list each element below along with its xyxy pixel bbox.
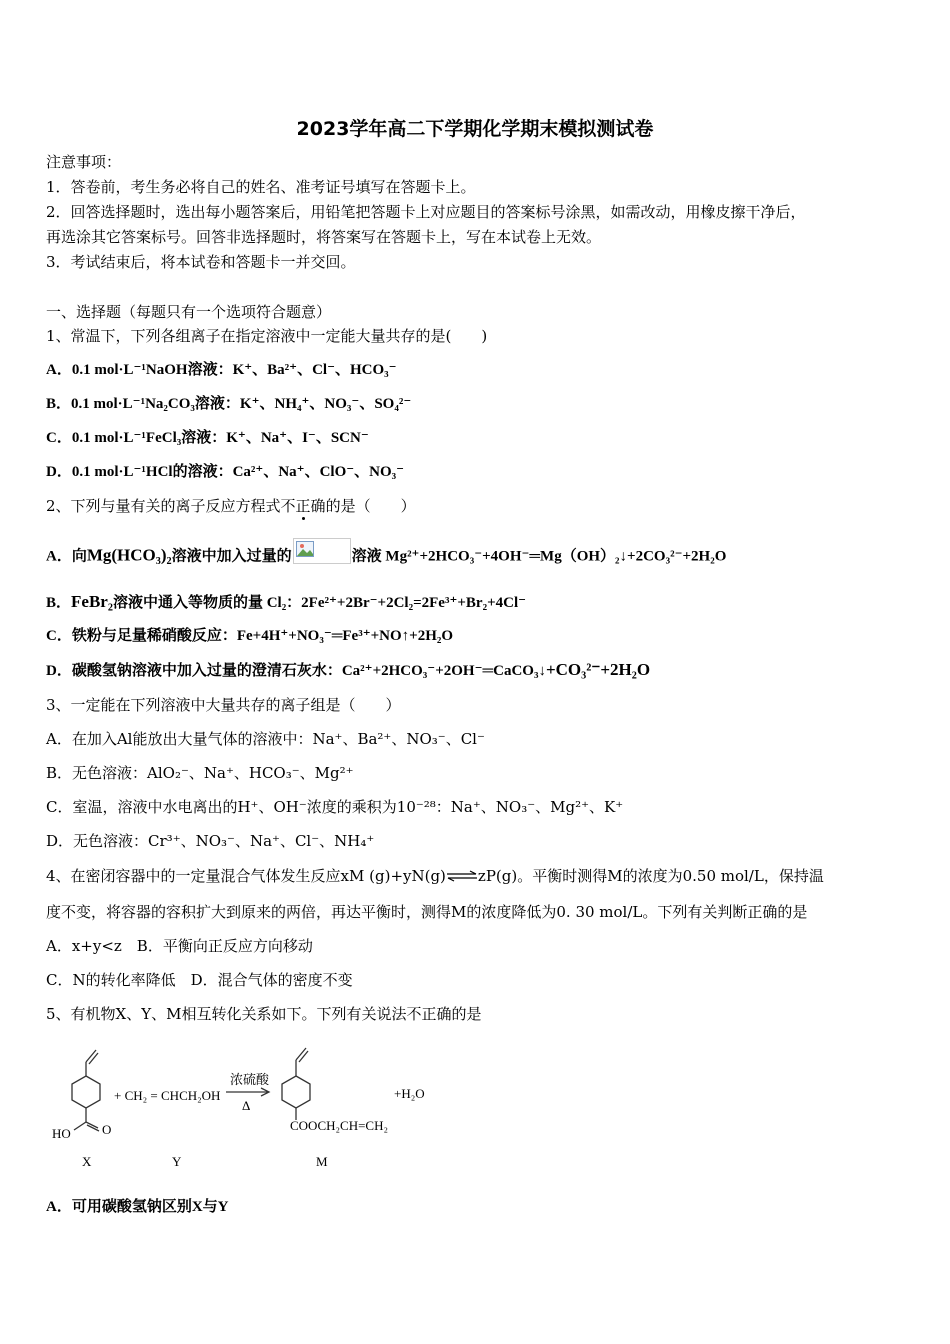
reaction-scheme bbox=[46, 1040, 436, 1179]
broken-image-icon bbox=[293, 538, 351, 564]
q2-a-post: 溶液 Mg²⁺+2HCO₃⁻+4OH⁻═Mg（OH）₂↓+2CO₃²⁻+2H₂O bbox=[351, 548, 727, 565]
label-m: M bbox=[316, 1154, 328, 1169]
q3-stem: 3、一定能在下列溶液中大量共存的离子组是（ ） bbox=[46, 696, 401, 714]
q1-option-d: D．0.1 mol·L⁻¹HCl的溶液：Ca²⁺、Na⁺、ClO⁻、NO₃⁻ bbox=[46, 464, 405, 480]
notice-item-2b: 再选涂其它答案标号。回答非选择题时，将答案写在答题卡上，写在本试卷上无效。 bbox=[46, 228, 602, 246]
q2-b-label: B． bbox=[46, 595, 72, 611]
q4-options-ab: A．x+y<z B．平衡向正反应方向移动 bbox=[46, 937, 313, 955]
q4-stem-line2: 度不变，将容器的容积扩大到原来的两倍，再达平衡时，测得M的浓度降低为0. 30 mol/L。下列有关判断正确的是 bbox=[46, 903, 808, 921]
q2-b-post: 溶液中通入等物质的量 Cl₂：2Fe²⁺+2Br⁻+2Cl₂=2Fe³⁺+Br₂+4Cl⁻ bbox=[112, 595, 527, 611]
q2-a-formula: Mg(HCO₃)₂ bbox=[86, 545, 172, 565]
q1-option-a: A．0.1 mol·L⁻¹NaOH溶液：K⁺、Ba²⁺、Cl⁻、HCO₃⁻ bbox=[46, 362, 397, 378]
q1-option-b: B．0.1 mol·L⁻¹Na₂CO₃溶液：K⁺、NH₄⁺、NO₃⁻、SO₄²⁻ bbox=[46, 396, 412, 412]
label-y: Y bbox=[172, 1154, 182, 1169]
m-ester-group: COOCH₂CH=CH₂ bbox=[290, 1118, 389, 1133]
q4-options-cd: C．N的转化率降低 D．混合气体的密度不变 bbox=[46, 971, 353, 989]
x-ho-label: HO bbox=[52, 1126, 71, 1141]
reaction-scheme-drawing bbox=[46, 1040, 436, 1175]
q4-stem1-pre: 4、在密闭容器中的一定量混合气体发生反应xM (g)+yN(g) bbox=[46, 867, 446, 885]
molecule-x-structure bbox=[72, 1050, 100, 1131]
section-heading: 一、选择题（每题只有一个选项符合题意） bbox=[46, 303, 332, 321]
notice-item-3: 3．考试结束后，将本试卷和答题卡一并交回。 bbox=[46, 253, 356, 271]
q2-d-post: +CO₃²⁻+2H₂O bbox=[545, 660, 651, 679]
molecule-m-structure bbox=[282, 1048, 310, 1120]
q4-stem-line1 bbox=[46, 866, 824, 887]
notice-item-2a: 2．回答选择题时，选出每小题答案后，用铅笔把答题卡上对应题目的答案标号涂黑，如需改动，用橡皮擦干净后， bbox=[46, 203, 806, 221]
q2-stem-emph: 不正确 bbox=[280, 497, 326, 515]
q1-stem: 1、常温下，下列各组离子在指定溶液中一定能大量共存的是( ) bbox=[46, 327, 488, 345]
page-title: 2023学年高二下学期化学期末模拟测试卷 bbox=[296, 118, 654, 140]
q1-option-c: C．0.1 mol·L⁻¹FeCl₃溶液：K⁺、Na⁺、I⁻、SCN⁻ bbox=[46, 430, 369, 446]
q2-option-c: C．铁粉与足量稀硝酸反应：Fe+4H⁺+NO₃⁻═Fe³⁺+NO↑+2H₂O bbox=[46, 628, 454, 644]
q3-option-b: B．无色溶液：AlO₂⁻、Na⁺、HCO₃⁻、Mg²⁺ bbox=[46, 764, 354, 782]
q4-stem1-post: zP(g)。平衡时测得M的浓度为0.50 mol/L，保持温 bbox=[477, 867, 824, 885]
q3-option-c: C．室温，溶液中水电离出的H⁺、OH⁻浓度的乘积为10⁻²⁸：Na⁺、NO₃⁻、Mg²⁺、K⁺ bbox=[46, 798, 624, 816]
q2-option-b bbox=[46, 592, 526, 613]
q3-option-d: D．无色溶液：Cr³⁺、NO₃⁻、Na⁺、Cl⁻、NH₄⁺ bbox=[46, 832, 375, 850]
q3-option-a: A．在加入Al能放出大量气体的溶液中：Na⁺、Ba²⁺、NO₃⁻、Cl⁻ bbox=[46, 730, 485, 748]
x-o-label: O bbox=[102, 1122, 112, 1137]
notice-heading: 注意事项： bbox=[46, 153, 122, 171]
q2-a-pre: A．向 bbox=[46, 548, 87, 565]
q2-option-d bbox=[46, 660, 650, 681]
q2-d-pre: D．碳酸氢钠溶液中加入过量的澄清石灰水：Ca²⁺+2HCO₃⁻+2OH⁻═CaCO₃↓ bbox=[46, 663, 546, 679]
q2-b-formula: FeBr₂ bbox=[71, 592, 113, 611]
q2-option-a bbox=[46, 544, 726, 570]
q5-option-a: A．可用碳酸氢钠区别X与Y bbox=[46, 1199, 229, 1215]
reagent-y-formula: + CH₂ = CHCH₂OH bbox=[114, 1088, 221, 1103]
equilibrium-arrow-icon bbox=[446, 867, 478, 887]
water-product: +H₂O bbox=[394, 1086, 425, 1101]
q5-stem: 5、有机物X、Y、M相互转化关系如下。下列有关说法不正确的是 bbox=[46, 1005, 482, 1023]
q2-a-mid: 溶液中加入过量的 bbox=[171, 548, 292, 565]
condition-top: 浓硫酸 bbox=[230, 1072, 270, 1087]
q2-stem-post: 的是（ ） bbox=[325, 497, 416, 515]
condition-bottom: Δ bbox=[242, 1098, 251, 1113]
q2-stem-pre: 2、下列与量有关的离子反应方程式 bbox=[46, 497, 281, 515]
label-x: X bbox=[82, 1154, 92, 1169]
q2-stem bbox=[46, 496, 416, 516]
notice-item-1: 1．答卷前，考生务必将自己的姓名、准考证号填写在答题卡上。 bbox=[46, 178, 476, 196]
